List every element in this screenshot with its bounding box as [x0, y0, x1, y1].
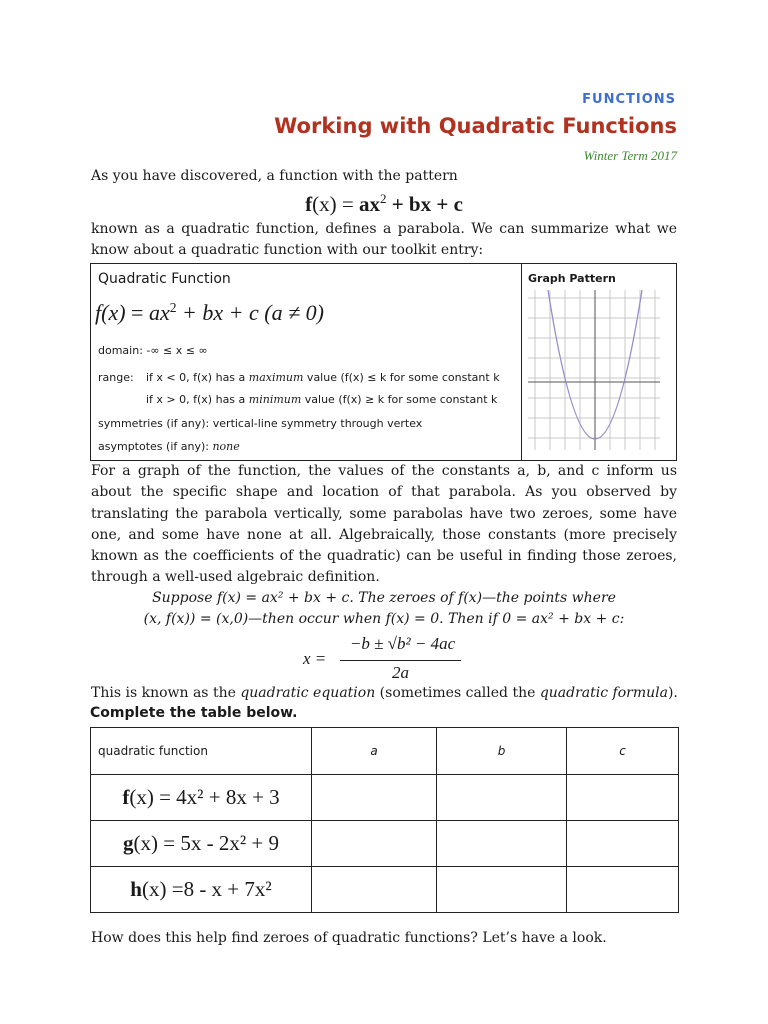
tk-eq: =: [125, 300, 149, 325]
intro-paragraph: known as a quadratic function, defines a parabola. We can summarize what we know about a quadratic function with our toolkit entry:: [91, 221, 677, 259]
pattern-x: (x): [312, 192, 337, 216]
table-row: [91, 867, 679, 913]
qf-denominator: 2a: [392, 663, 409, 682]
asymptotes-value: none: [212, 440, 240, 453]
pattern-exp: 2: [379, 191, 387, 207]
table-row: [91, 775, 679, 821]
toolkit-formula: [95, 300, 324, 326]
cell-b-h[interactable]: [437, 867, 567, 913]
known-pre: This is known as the: [91, 685, 241, 701]
symmetries-label: symmetries (if any):: [98, 417, 213, 430]
toolkit-symmetries: [98, 417, 422, 430]
tk-exp: 2: [169, 299, 177, 315]
tk-rest: + bx + c (a ≠ 0): [176, 300, 324, 325]
domain-value: -∞ ≤ x ≤ ∞: [146, 344, 208, 357]
fexpr-h: (x) =8 - x + 7x²: [141, 877, 272, 901]
toolkit-divider: [521, 264, 522, 460]
qf-fraction-bar: [340, 660, 461, 661]
cell-b-f[interactable]: [437, 775, 567, 821]
fexpr-g: (x) = 5x - 2x² + 9: [133, 831, 279, 855]
table-row: [91, 821, 679, 867]
toolkit-title: Quadratic Function: [98, 271, 231, 287]
qf-numerator: −b ± √b² − 4ac: [349, 634, 456, 653]
known-mid: (sometimes called the: [375, 685, 540, 701]
range2-pre: if x > 0, f(x) has a: [146, 393, 249, 406]
header-b: b: [437, 728, 567, 775]
function-h: [91, 867, 312, 913]
known-post: ).: [667, 685, 678, 701]
symmetries-value: vertical-line symmetry through vertex: [212, 417, 423, 430]
coefficients-table: [90, 727, 679, 913]
pattern-formula: [0, 192, 768, 217]
toolkit-asymptotes: [98, 440, 240, 453]
toolkit-domain: [98, 344, 208, 357]
graph-grid: [528, 290, 660, 450]
table-header-row: [91, 728, 679, 775]
cell-a-g[interactable]: [312, 821, 437, 867]
fname-h: h: [130, 877, 142, 901]
fexpr-f: (x) = 4x² + 8x + 3: [129, 785, 280, 809]
domain-label: domain:: [98, 344, 147, 357]
range2-em: minimum: [248, 393, 302, 406]
cell-c-f[interactable]: [567, 775, 679, 821]
table-instruction: Complete the table below.: [90, 705, 298, 721]
cell-c-h[interactable]: [567, 867, 679, 913]
known-as-line: [91, 683, 677, 704]
header-a: a: [312, 728, 437, 775]
cell-a-h[interactable]: [312, 867, 437, 913]
range1-pre: if x < 0, f(x) has a: [146, 371, 249, 384]
body-paragraph: For a graph of the function, the values of the constants a, b, and c inform us about the specific shape and location of that parabola. As you observed by translating the parabola vertically, some parabolas have two zeroes, some have one, and some have none at all. Algebraically, those constants (more precisely known as the coefficients of the quadratic) can be useful in finding those zeroes, through a well-used algebraic definition.: [91, 463, 677, 586]
suppose-line-2: (x, f(x)) = (x,0)—then occur when f(x) = 0. Then if 0 = ax² + bx + c:: [143, 611, 625, 627]
pattern-f: f: [305, 192, 313, 216]
known-em1: quadratic equation: [240, 685, 376, 701]
suppose-line-1: Suppose f(x) = ax² + bx + c. The zeroes of f(x)—the points where: [152, 590, 616, 606]
pattern-eq: =: [336, 192, 359, 216]
toolkit-range-2: [146, 393, 497, 406]
fname-g: g: [123, 831, 134, 855]
qf-lhs: x =: [303, 649, 327, 668]
parabola-graph: [528, 290, 660, 450]
page-title: Working with Quadratic Functions: [274, 114, 677, 138]
section-kicker: FUNCTIONS: [582, 92, 676, 107]
cell-a-f[interactable]: [312, 775, 437, 821]
cell-c-g[interactable]: [567, 821, 679, 867]
range-label: range:: [98, 371, 134, 384]
closing-line: How does this help find zeroes of quadratic functions? Let’s have a look.: [91, 930, 607, 946]
pattern-a: ax: [358, 192, 380, 216]
range1-em: maximum: [248, 371, 304, 384]
graph-pattern-label: Graph Pattern: [528, 272, 616, 285]
asymptotes-label: asymptotes (if any):: [98, 440, 213, 453]
known-em2: quadratic formula: [539, 685, 668, 701]
tk-a: ax: [148, 300, 170, 325]
header-quadratic-function: quadratic function: [91, 728, 312, 775]
header-c: c: [567, 728, 679, 775]
toolkit-entry: [90, 263, 677, 461]
pattern-rest: + bx + c: [386, 192, 463, 216]
range1-post: value (f(x) ≤ k for some constant k: [303, 371, 500, 384]
fname-f: f: [122, 785, 130, 809]
function-f: [91, 775, 312, 821]
toolkit-range-1: [146, 371, 500, 384]
term-label: Winter Term 2017: [583, 148, 677, 163]
intro-line: As you have discovered, a function with the pattern: [91, 168, 458, 184]
cell-b-g[interactable]: [437, 821, 567, 867]
function-g: [91, 821, 312, 867]
range2-post: value (f(x) ≥ k for some constant k: [301, 393, 498, 406]
tk-f: f(x): [95, 300, 126, 325]
